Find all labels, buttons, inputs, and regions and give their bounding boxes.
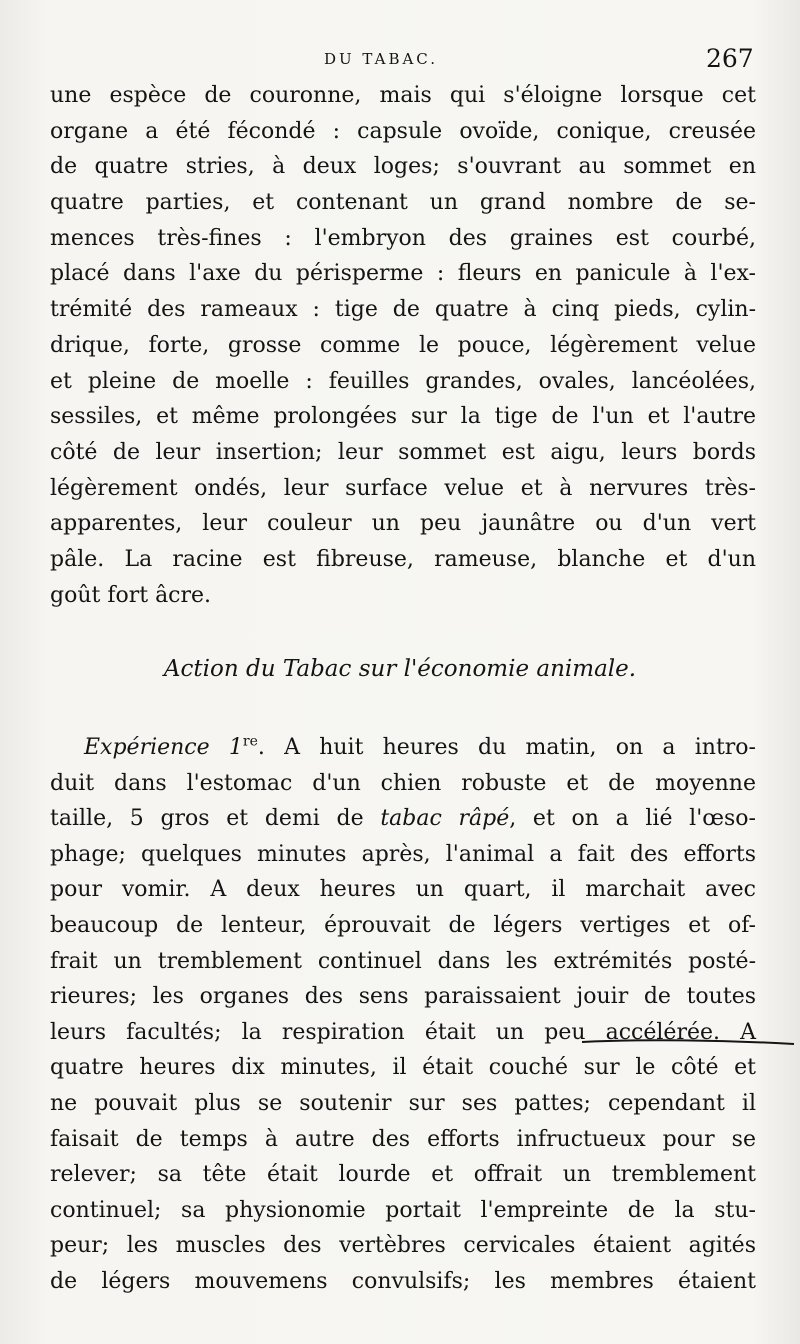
- text-line: pâle. La racine est fibreuse, rameuse, blanche et d'un: [50, 546, 756, 572]
- text-line: légèrement ondés, leur surface velue et à nervures très-: [50, 475, 756, 501]
- text-fragment: , et on a lié l'œso-: [509, 806, 756, 832]
- text-line: continuel; sa physionomie portait l'empreinte de la stu-: [50, 1197, 756, 1223]
- text-line: et pleine de moelle : feuilles grandes, ovales, lancéolées,: [50, 368, 756, 394]
- text-line: une espèce de couronne, mais qui s'éloigne lorsque cet: [50, 83, 756, 108]
- text-line: organe a été fécondé : capsule ovoïde, conique, creusée: [50, 118, 756, 144]
- text-line: pour vomir. A deux heures un quart, il marchait avec: [50, 877, 756, 903]
- page-number: 267: [706, 44, 754, 73]
- text-fragment: taille, 5 gros et demi de: [50, 806, 381, 832]
- text-line: drique, forte, grosse comme le pouce, légèrement velue: [50, 332, 756, 358]
- paragraph-botanical-description: [50, 78, 756, 613]
- text-line: rieures; les organes des sens paraissaient jouir de toutes: [50, 984, 756, 1010]
- text-line: de légers mouvemens convulsifs; les membres étaient: [50, 1268, 756, 1294]
- italic-term: tabac râpé: [380, 806, 510, 832]
- section-heading: Action du Tabac sur l'économie animale.: [163, 656, 637, 682]
- text-line: phage; quelques minutes après, l'animal a fait des efforts: [50, 841, 756, 867]
- running-head: DU TABAC.: [324, 50, 439, 68]
- experiment-ordinal: re: [242, 733, 258, 750]
- text-line: duit dans l'estomac d'un chien robuste et de moyenne: [50, 770, 756, 796]
- text-line: côté de leur insertion; leur sommet est aigu, leurs bords: [50, 439, 756, 465]
- text-line: de quatre stries, à deux loges; s'ouvrant au sommet en: [50, 154, 756, 180]
- text-line: peur; les muscles des vertèbres cervicales étaient agités: [50, 1233, 756, 1259]
- page-header: [0, 44, 800, 80]
- text-line: beaucoup de lenteur, éprouvait de légers vertiges et of-: [50, 912, 756, 938]
- text-line: [50, 801, 756, 837]
- text-line: apparentes, leur couleur un peu jaunâtre ou d'un vert: [50, 511, 756, 537]
- text-line: quatre parties, et contenant un grand nombre de se-: [50, 190, 756, 216]
- text-line: ne pouvait plus se soutenir sur ses pattes; cependant il: [50, 1090, 756, 1116]
- text-line: faisait de temps à autre des efforts infructueux pour se: [50, 1126, 756, 1152]
- text-line: trémité des rameaux : tige de quatre à cinq pieds, cylin-: [50, 297, 756, 323]
- experiment-label: Expérience 1: [84, 735, 243, 760]
- text-line: relever; sa tête était lourde et offrait un tremblement: [50, 1162, 756, 1188]
- text-line: placé dans l'axe du périsperme : fleurs en panicule à l'ex-: [50, 261, 756, 287]
- text-line: goût fort âcre.: [50, 582, 212, 608]
- text-line: mences très-fines : l'embryon des graines est courbé,: [50, 225, 756, 251]
- text-line: [50, 730, 756, 766]
- pen-stroke-mark: [582, 1038, 794, 1046]
- text-line: sessiles, et même prolongées sur la tige de l'un et l'autre: [50, 404, 756, 430]
- text-line: quatre heures dix minutes, il était couché sur le côté et: [50, 1055, 756, 1081]
- text-fragment: . A huit heures du matin, on a intro-: [257, 735, 756, 760]
- paragraph-experiment: [50, 730, 756, 1300]
- text-line: leurs facultés; la respiration était un peu accélérée. A: [50, 1019, 756, 1045]
- text-line: frait un tremblement continuel dans les extrémités posté-: [50, 948, 756, 974]
